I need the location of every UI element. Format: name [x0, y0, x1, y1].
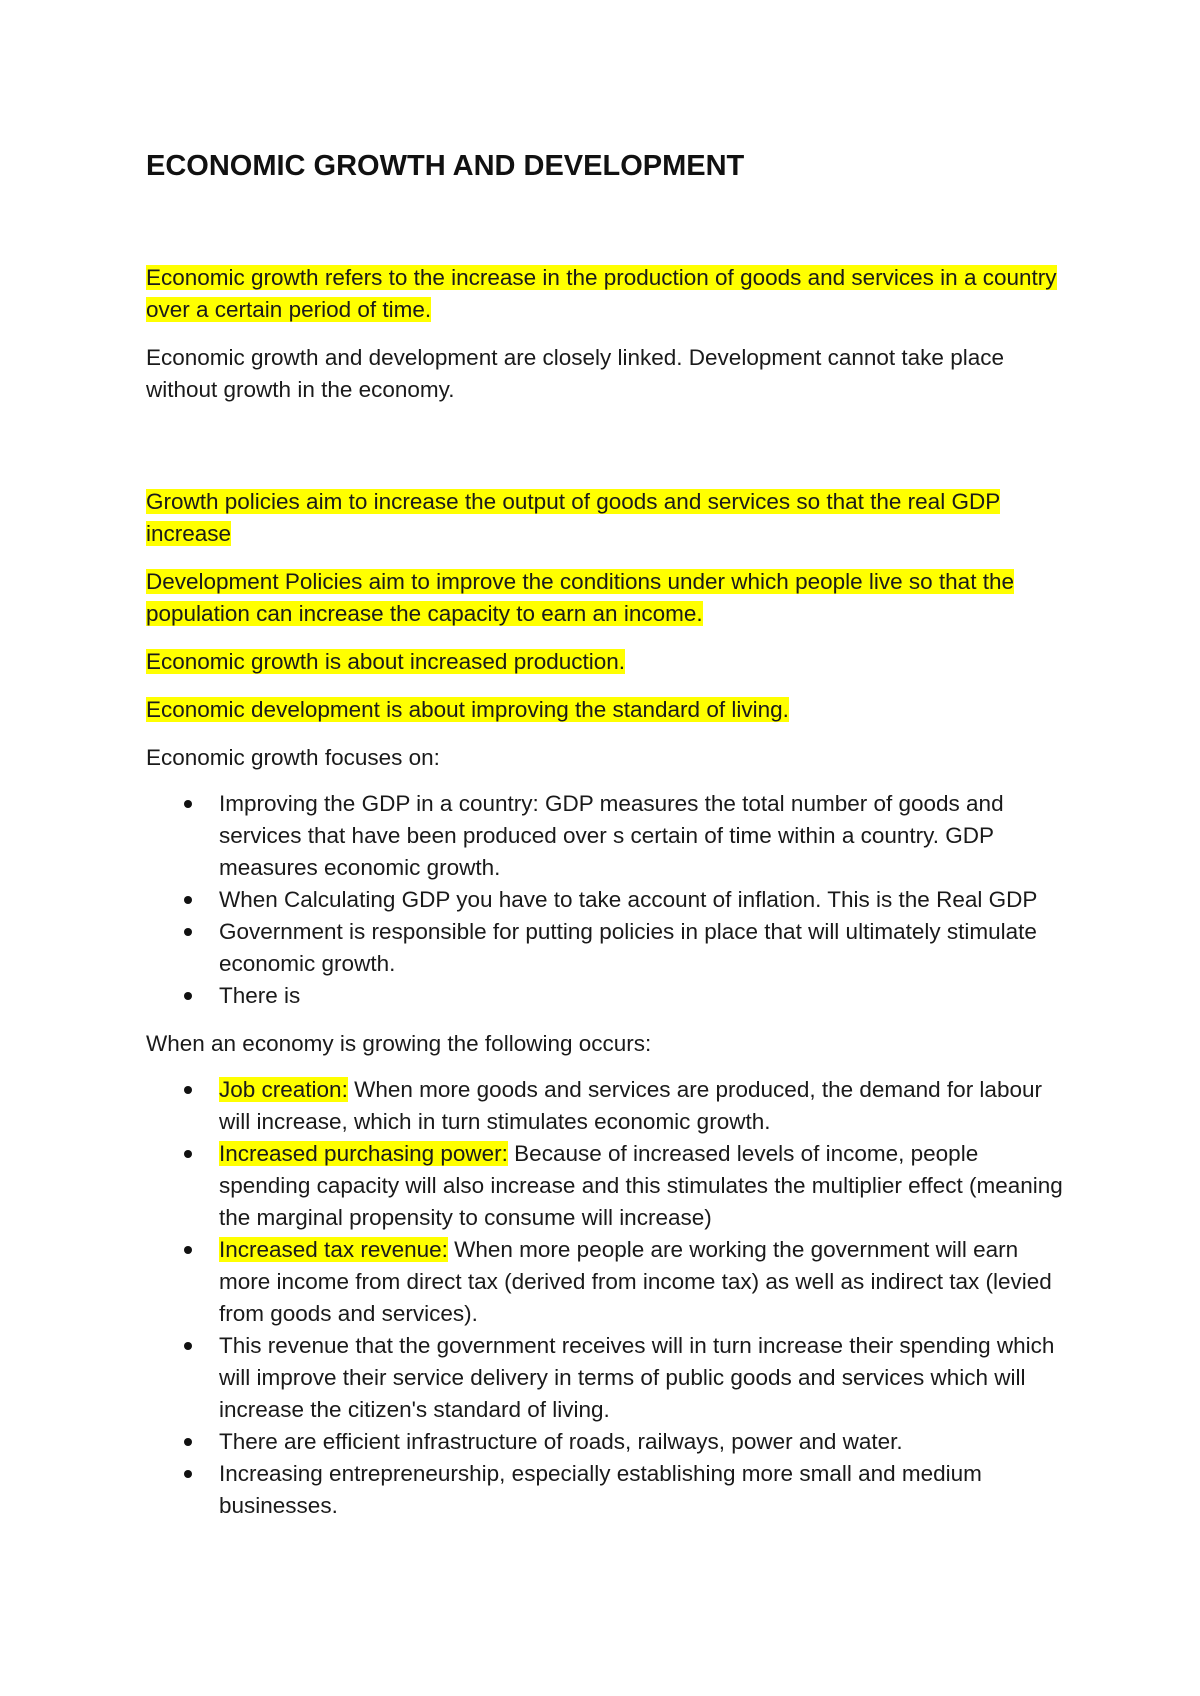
bullet-icon	[184, 1086, 192, 1094]
growth-policies-paragraph	[146, 486, 1072, 550]
list-item-text: There is	[219, 983, 301, 1008]
list-item-label: Increased tax revenue:	[219, 1237, 448, 1262]
bullet-icon	[184, 896, 192, 904]
list-item	[146, 980, 1072, 1012]
growing-heading: When an economy is growing the following occurs:	[146, 1031, 652, 1056]
growth-about-paragraph	[146, 646, 1072, 678]
list-item-text: This revenue that the government receives will in turn increase their spending which will improve their service delivery in terms of public goods and services which will increase the citizen's standard of living.	[219, 1333, 1055, 1422]
list-item-text: When more goods and services are produced, the demand for labour will increase, which in turn stimulates economic growth.	[219, 1077, 1042, 1134]
focus-heading: Economic growth focuses on:	[146, 745, 440, 770]
definition-paragraph	[146, 262, 1072, 326]
bullet-icon	[184, 1246, 192, 1254]
list-item	[146, 916, 1072, 980]
list-item-text: Increasing entrepreneurship, especially establishing more small and medium businesses.	[219, 1461, 982, 1518]
development-about-paragraph	[146, 694, 1072, 726]
bullet-icon	[184, 1438, 192, 1446]
list-item	[146, 1458, 1072, 1522]
focus-list	[146, 788, 1072, 1012]
growth-about-highlight: Economic growth is about increased production.	[146, 649, 626, 674]
bullet-icon	[184, 1150, 192, 1158]
growing-list	[146, 1074, 1072, 1522]
list-item-text: Improving the GDP in a country: GDP measures the total number of goods and services that have been produced over s certain of time within a country. GDP measures economic growth.	[219, 791, 1004, 880]
definition-highlight: Economic growth refers to the increase in the production of goods and services in a country over a certain period of time.	[146, 265, 1057, 322]
list-item	[146, 1426, 1072, 1458]
bullet-icon	[184, 1342, 192, 1350]
bullet-icon	[184, 928, 192, 936]
list-item-text: Government is responsible for putting policies in place that will ultimately stimulate economic growth.	[219, 919, 1037, 976]
list-item-label: Increased purchasing power:	[219, 1141, 508, 1166]
bullet-icon	[184, 1470, 192, 1478]
list-item-text: There are efficient infrastructure of roads, railways, power and water.	[219, 1429, 903, 1454]
list-item	[146, 1234, 1072, 1330]
list-item	[146, 788, 1072, 884]
bullet-icon	[184, 992, 192, 1000]
list-item-text: When more people are working the government will earn more income from direct tax (derived from income tax) as well as indirect tax (levied from goods and services).	[219, 1237, 1052, 1326]
list-item-label: Job creation:	[219, 1077, 348, 1102]
list-item	[146, 884, 1072, 916]
development-policies-paragraph	[146, 566, 1072, 630]
document-title: ECONOMIC GROWTH AND DEVELOPMENT	[146, 150, 745, 182]
development-about-highlight: Economic development is about improving the standard of living.	[146, 697, 789, 722]
list-item-text: When Calculating GDP you have to take account of inflation. This is the Real GDP	[219, 887, 1038, 912]
development-policies-highlight: Development Policies aim to improve the conditions under which people live so that the population can increase the capacity to earn an income.	[146, 569, 1014, 626]
growth-policies-highlight: Growth policies aim to increase the output of goods and services so that the real GDP increase	[146, 489, 1001, 546]
bullet-icon	[184, 800, 192, 808]
list-item	[146, 1330, 1072, 1426]
list-item	[146, 1138, 1072, 1234]
linked-paragraph: Economic growth and development are closely linked. Development cannot take place without growth in the economy.	[146, 345, 1004, 402]
list-item-text: Because of increased levels of income, people spending capacity will also increase and this stimulates the multiplier effect (meaning the marginal propensity to consume will increase)	[219, 1141, 1063, 1230]
list-item	[146, 1074, 1072, 1138]
